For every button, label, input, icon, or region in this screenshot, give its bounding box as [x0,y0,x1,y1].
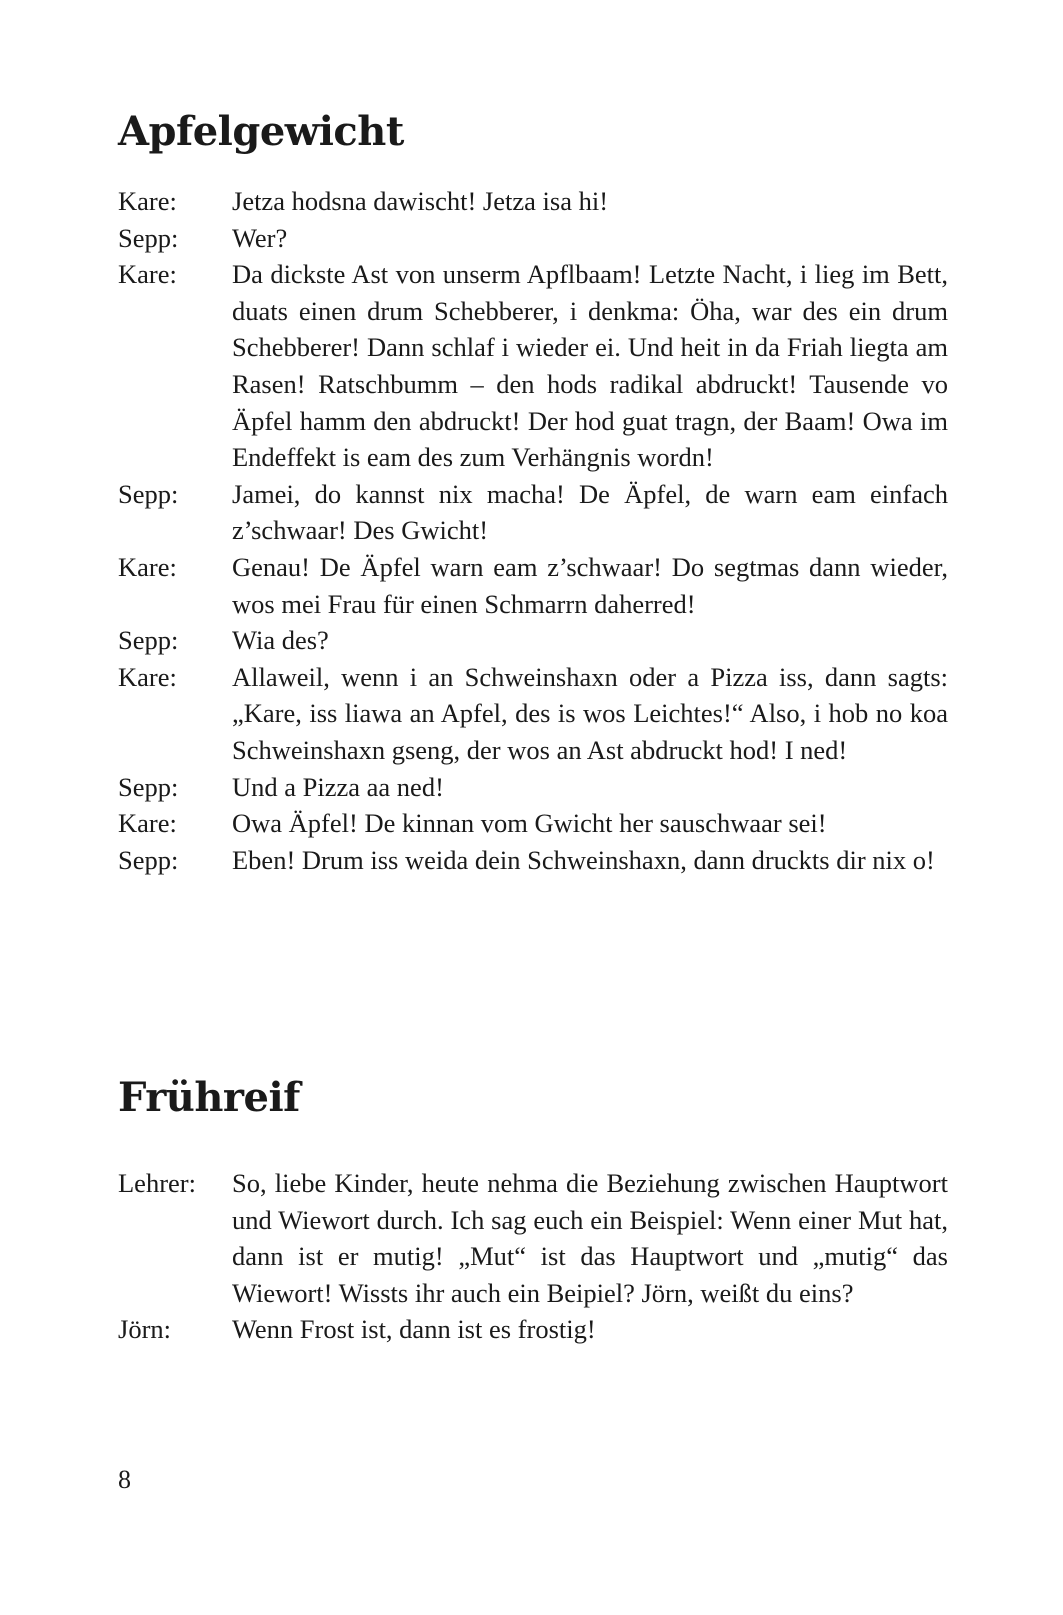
speaker-name: Kare: [118,259,177,290]
section-title-fruehreif: Frühreif [118,1074,300,1121]
speaker-name: Lehrer: [118,1168,196,1198]
dialogue-text: Und a Pizza aa ned! [232,771,444,802]
speaker-name: Sepp: [118,478,179,509]
dialogue-line [118,183,948,220]
dialogue-line [118,805,948,842]
dialogue-fruehreif [118,1165,948,1348]
dialogue-line [118,769,948,806]
dialogue-line [118,1311,948,1348]
dialogue-apfelgewicht [118,183,948,878]
page-number: 8 [118,1465,131,1494]
dialogue-text: Wia des? [232,625,329,656]
dialogue-line [118,659,948,769]
speaker-name: Sepp: [118,222,179,253]
speaker-name: Sepp: [118,771,179,802]
speaker-name: Kare: [118,661,177,692]
speaker-name: Kare: [118,551,177,582]
speaker-name: Sepp: [118,844,179,875]
speaker-name: Kare: [118,186,177,216]
dialogue-line [118,549,948,622]
dialogue-text: Jamei, do kannst nix macha! De Äpfel, de warn eam einfach z’schwaar! Des Gwicht! [232,478,948,546]
speaker-name: Sepp: [118,625,179,656]
dialogue-text: Eben! Drum iss weida dein Schweinshaxn, dann druckts dir nix o! [232,844,935,875]
dialogue-line [118,1165,948,1311]
section-title-apfelgewicht: Apfelgewicht [118,108,404,155]
dialogue-line [118,476,948,549]
dialogue-text: Da dickste Ast von unserm Apflbaam! Letzte Nacht, i lieg im Bett, duats einen drum Schebberer, i denkma: Öha, war des ein drum Schebberer! Dann schlaf i wieder ei. Und heit in da Friah liegta am Rasen! Ratschbumm – den hods radikal abdruckt! Tausende vo Äpfel hamm den abdruckt! Der hod guat tragn, der Baam! Owa im Endeffekt is eam des zum Verhängnis wordn! [232,259,948,473]
dialogue-text: Genau! De Äpfel warn eam z’schwaar! Do segtmas dann wieder, wos mei Frau für einen Schmarrn daherred! [232,551,948,619]
dialogue-text: Allaweil, wenn i an Schweinshaxn oder a Pizza iss, dann sagts: „Kare, iss liawa an Apfel, des is wos Leichtes!“ Also, i hob no koa Schweinshaxn gseng, der wos an Ast abdruckt hod! I ned! [232,661,948,765]
dialogue-text: Wer? [232,222,288,253]
dialogue-line [118,220,948,257]
dialogue-text: Owa Äpfel! De kinnan vom Gwicht her sauschwaar sei! [232,808,827,839]
dialogue-line [118,256,948,476]
dialogue-text: So, liebe Kinder, heute nehma die Beziehung zwischen Hauptwort und Wiewort durch. Ich sag euch ein Beispiel: Wenn einer Mut hat, dann ist er mutig! „Mut“ ist das Hauptwort und „mutig“ das Wiewort! Wissts ihr auch ein Beipiel? Jörn, weißt du eins? [232,1168,948,1308]
dialogue-text: Wenn Frost ist, dann ist es frostig! [232,1314,596,1345]
speaker-name: Jörn: [118,1314,171,1345]
dialogue-line [118,622,948,659]
speaker-name: Kare: [118,808,177,839]
dialogue-line [118,842,948,879]
dialogue-text: Jetza hodsna dawischt! Jetza isa hi! [232,186,609,216]
